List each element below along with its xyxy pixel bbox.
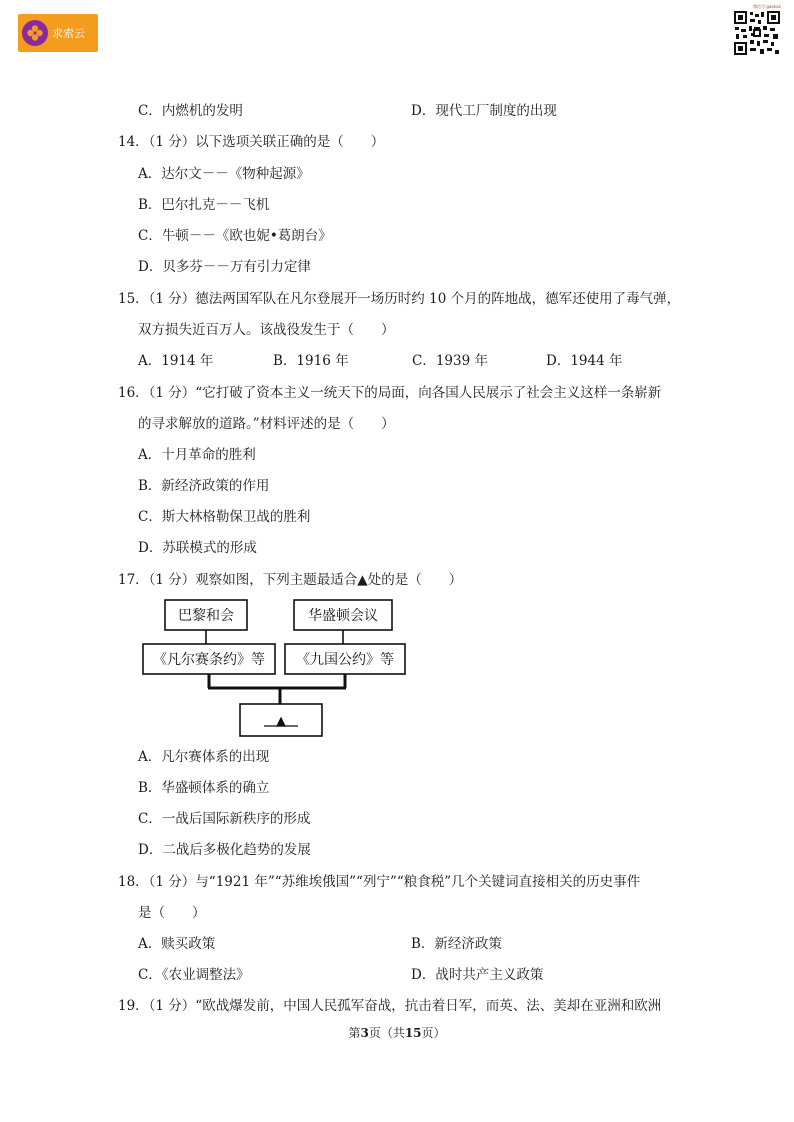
page-footer <box>0 1024 794 1041</box>
q15-option-a: A．1914 年 <box>138 353 214 369</box>
question-15-line-1: 15．（1 分）德法两国军队在凡尔登展开一场历时约 10 个月的阵地战，德军还使用了毒气弹， <box>118 291 681 307</box>
q17-diagram <box>140 596 408 740</box>
diagram-label-nine-power: 《九国公约》等 <box>296 652 394 668</box>
diagram-label-versailles: 《凡尔赛条约》等 <box>153 652 265 668</box>
question-17: 17．（1 分）观察如图，下列主题最适合▲处的是（ ） <box>118 572 463 588</box>
question-19-line-1: 19．（1 分）“欧战爆发前，中国人民孤军奋战，抗击着日军，而英、法、美却在亚洲和欧洲 <box>118 998 662 1014</box>
q15-option-c: C．1939 年 <box>412 353 488 369</box>
q16-option-d: D．苏联模式的形成 <box>138 540 257 556</box>
footer-total-pages: 15 <box>404 1026 422 1040</box>
q16-option-c: C．斯大林格勒保卫战的胜利 <box>138 509 311 525</box>
q18-option-a: A．赎买政策 <box>138 936 216 952</box>
q17-option-c: C．一战后国际新秩序的形成 <box>138 811 311 827</box>
question-18-line-2: 是（ ） <box>138 905 206 921</box>
q16-option-a: A．十月革命的胜利 <box>138 447 256 463</box>
footer-prefix: 第 <box>348 1026 361 1040</box>
qr-caption: 微信号:gaokao <box>753 4 781 9</box>
qr-code-icon <box>733 10 781 56</box>
qr-code <box>733 4 781 56</box>
q17-option-b: B．华盛顿体系的确立 <box>138 780 270 796</box>
diagram-label-washington: 华盛顿会议 <box>308 608 378 624</box>
q13-option-d: D．现代工厂制度的出现 <box>411 103 557 119</box>
footer-page-number: 3 <box>360 1026 369 1040</box>
question-16-line-2: 的寻求解放的道路。”材料评述的是（ ） <box>138 416 395 432</box>
q14-option-d: D．贝多芬－－万有引力定律 <box>138 259 311 275</box>
q17-option-a: A．凡尔赛体系的出现 <box>138 749 270 765</box>
q17-option-d: D．二战后多极化趋势的发展 <box>138 842 311 858</box>
question-14: 14．（1 分）以下选项关联正确的是（ ） <box>118 134 385 150</box>
q15-option-b: B．1916 年 <box>273 353 349 369</box>
site-logo <box>18 14 98 52</box>
q18-option-d: D．战时共产主义政策 <box>411 967 544 983</box>
diagram-triangle-marker: ▲ <box>276 714 286 729</box>
q14-option-b: B．巴尔扎克－－飞机 <box>138 197 270 213</box>
q18-option-b: B．新经济政策 <box>411 936 502 952</box>
footer-mid: 页（共 <box>368 1026 405 1040</box>
question-18-line-1: 18．（1 分）与“1921 年”“苏维埃俄国”“列宁”“粮食税”几个关键词直接相关的历史事件 <box>118 874 641 890</box>
q13-option-c: C．内燃机的发明 <box>138 103 243 119</box>
q14-option-c: C．牛顿－－《欧也妮•葛朗台》 <box>138 228 332 244</box>
clover-icon <box>22 20 48 46</box>
question-15-line-2: 双方损失近百万人。该战役发生于（ ） <box>138 322 395 338</box>
q18-option-c: C．《农业调整法》 <box>138 967 250 983</box>
logo-text: 求索云 <box>52 27 85 40</box>
footer-suffix: 页） <box>421 1026 446 1040</box>
q14-option-a: A．达尔文－－《物种起源》 <box>138 166 310 182</box>
q15-option-d: D．1944 年 <box>546 353 623 369</box>
q16-option-b: B．新经济政策的作用 <box>138 478 270 494</box>
diagram-label-paris: 巴黎和会 <box>178 608 234 624</box>
question-16-line-1: 16．（1 分）“它打破了资本主义一统天下的局面，向各国人民展示了社会主义这样一条崭新 <box>118 385 662 401</box>
